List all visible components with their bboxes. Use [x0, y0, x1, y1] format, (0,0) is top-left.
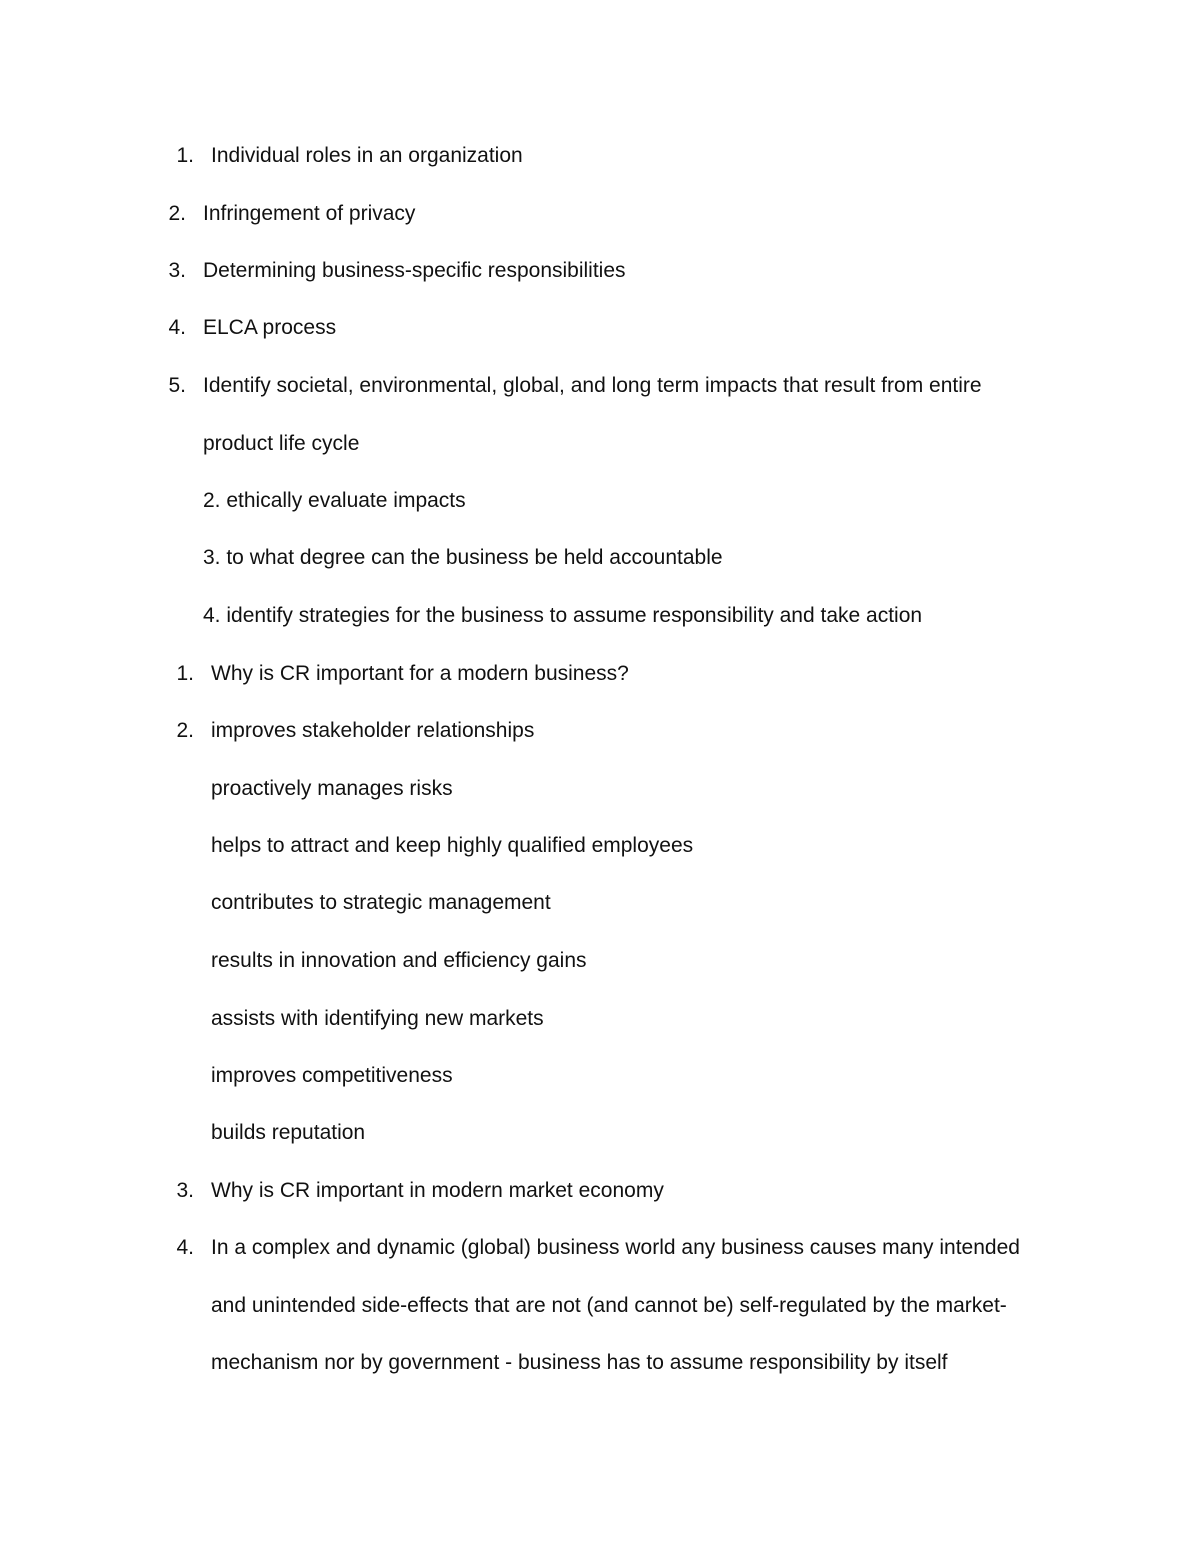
list-marker: 1. — [176, 144, 194, 167]
paragraph-text: mechanism nor by government - business has to assume responsibility by itself — [211, 1351, 948, 1374]
list-item — [0, 716, 1200, 746]
paragraph-text: product life cycle — [203, 432, 360, 455]
paragraph-text: proactively manages risks — [211, 777, 453, 800]
paragraph-text: 3. to what degree can the business be held accountable — [203, 546, 723, 569]
paragraph-text: contributes to strategic management — [211, 891, 551, 914]
sub-item — [0, 486, 1200, 516]
continuation-line — [0, 1118, 1200, 1148]
list-item-text: improves stakeholder relationships — [211, 719, 535, 742]
continuation-line — [0, 1061, 1200, 1091]
continuation-line — [0, 429, 1200, 459]
paragraph-text: assists with identifying new markets — [211, 1007, 544, 1030]
list-item-text: Determining business-specific responsibilities — [203, 259, 626, 282]
list-item-text: Infringement of privacy — [203, 202, 416, 225]
list-item — [0, 371, 1200, 401]
list-item — [0, 313, 1200, 343]
sub-item — [0, 601, 1200, 631]
list-item-text: Why is CR important in modern market economy — [211, 1179, 664, 1202]
list-marker: 4. — [168, 316, 186, 339]
continuation-line — [0, 1004, 1200, 1034]
list-item-text: Why is CR important for a modern business? — [211, 662, 629, 685]
list-item-text: ELCA process — [203, 316, 337, 339]
list-item — [0, 199, 1200, 229]
list-item-text: In a complex and dynamic (global) business world any business causes many intended — [211, 1236, 1020, 1259]
paragraph-text: 4. identify strategies for the business to assume responsibility and take action — [203, 604, 923, 627]
paragraph-text: builds reputation — [211, 1121, 366, 1144]
list-marker: 2. — [168, 202, 186, 225]
list-item — [0, 141, 1200, 171]
continuation-line — [0, 1291, 1200, 1321]
list-marker: 3. — [168, 259, 186, 282]
list-item-text: Identify societal, environmental, global, and long term impacts that result from entire — [203, 374, 982, 397]
continuation-line — [0, 774, 1200, 804]
list-marker: 2. — [176, 719, 194, 742]
continuation-line — [0, 831, 1200, 861]
list-item — [0, 659, 1200, 689]
paragraph-text: helps to attract and keep highly qualified employees — [211, 834, 694, 857]
paragraph-text: improves competitiveness — [211, 1064, 453, 1087]
list-item — [0, 256, 1200, 286]
paragraph-text: and unintended side-effects that are not (and cannot be) self-regulated by the market- — [211, 1294, 1007, 1317]
list-marker: 1. — [176, 662, 194, 685]
sub-item — [0, 543, 1200, 573]
list-marker: 5. — [168, 374, 186, 397]
continuation-line — [0, 946, 1200, 976]
list-marker: 4. — [176, 1236, 194, 1259]
list-item — [0, 1233, 1200, 1263]
continuation-line — [0, 888, 1200, 918]
continuation-line — [0, 1348, 1200, 1378]
list-item-text: Individual roles in an organization — [211, 144, 523, 167]
paragraph-text: results in innovation and efficiency gains — [211, 949, 587, 972]
list-marker: 3. — [176, 1179, 194, 1202]
paragraph-text: 2. ethically evaluate impacts — [203, 489, 466, 512]
list-item — [0, 1176, 1200, 1206]
